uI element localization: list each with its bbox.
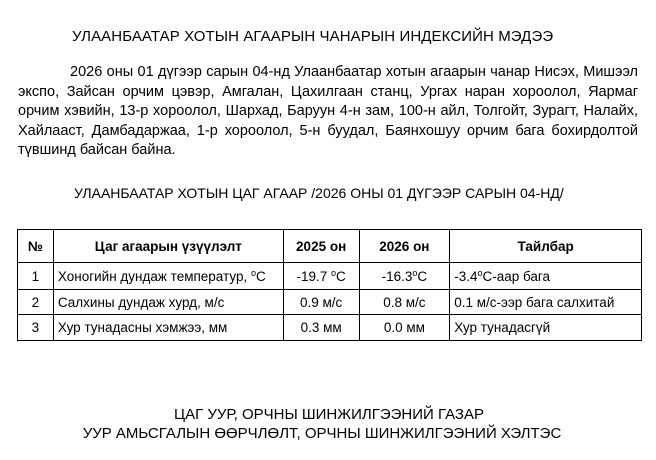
header-note: Тайлбар xyxy=(450,230,642,263)
degree-sign: o xyxy=(250,267,256,278)
footer-department: УУР АМЬСГАЛЫН ӨӨРЧЛӨЛТ, ОРЧНЫ ШИНЖИЛГЭЭНИЙ ХЭЛТЭС xyxy=(82,425,562,442)
indicator-unit: C xyxy=(255,268,266,284)
weather-table-title: УЛААНБААТАР ХОТЫН ЦАГ АГААР /2026 ОНЫ 01 ДҮГЭЭР САРЫН 04-НД/ xyxy=(74,185,564,201)
air-quality-paragraph: 2026 оны 01 дүгээр сарын 04-нд Улаанбаатар хотын агаарын чанар Нисэх, Мишээл экспо, Зайсан орчим цэвэр, Амгалан, Цахилгаан станц, Ургах наран хороолол, Яармаг орчим хэвийн, 13-р хороолол, Шархад, Баруун 4-н зам, 100-н айл, Толгойт, Зурагт, Налайх, Хайлааст, Дамбадаржаа, 1-р хороолол, 5-н буудал, Баянхошуу орчим бага бохирдолтой түвшинд байсан байна. xyxy=(18,64,638,158)
row-value-2026 xyxy=(359,263,450,290)
table-header-row xyxy=(18,230,642,263)
row-indicator: Салхины дундаж хурд, м/с xyxy=(53,290,283,315)
row-note xyxy=(450,263,642,290)
table-row xyxy=(18,290,642,315)
table-row xyxy=(18,263,642,290)
row-note: 0.1 м/с-ээр бага салхитай xyxy=(450,290,642,315)
degree-sign: o xyxy=(412,267,418,278)
row-number: 1 xyxy=(18,263,54,290)
row-value-2025: 0.9 м/с xyxy=(283,290,359,315)
document-title: УЛААНБААТАР ХОТЫН АГААРЫН ЧАНАРЫН ИНДЕКСИЙН МЭДЭЭ xyxy=(72,28,554,45)
weather-table xyxy=(17,229,642,341)
row-indicator: Хур тунадасны хэмжээ, мм xyxy=(53,315,283,341)
value-unit: C xyxy=(417,268,428,284)
row-indicator xyxy=(53,263,283,290)
value-text: -16.3 xyxy=(381,268,413,284)
header-2026: 2026 он xyxy=(359,230,450,263)
value-unit: C xyxy=(336,268,346,284)
row-value-2025 xyxy=(283,263,359,290)
header-indicator: Цаг агаарын үзүүлэлт xyxy=(53,230,283,263)
footer-agency: ЦАГ УУР, ОРЧНЫ ШИНЖИЛГЭЭНИЙ ГАЗАР xyxy=(173,406,484,423)
degree-sign: o xyxy=(477,267,483,278)
header-number: № xyxy=(18,230,54,263)
note-text: -3.4 xyxy=(454,268,478,284)
row-number: 3 xyxy=(18,315,54,341)
header-2025: 2025 он xyxy=(283,230,359,263)
degree-sign: o xyxy=(331,267,337,278)
row-value-2026: 0.0 мм xyxy=(359,315,450,341)
table-row xyxy=(18,315,642,341)
value-text: -19.7 xyxy=(296,268,332,284)
note-rest: С-аар бага xyxy=(482,268,551,284)
row-value-2025: 0.3 мм xyxy=(283,315,359,341)
indicator-text: Хоногийн дундаж температур, xyxy=(57,268,251,284)
row-value-2026: 0.8 м/с xyxy=(359,290,450,315)
row-note: Хур тунадасгүй xyxy=(450,315,642,341)
row-number: 2 xyxy=(18,290,54,315)
